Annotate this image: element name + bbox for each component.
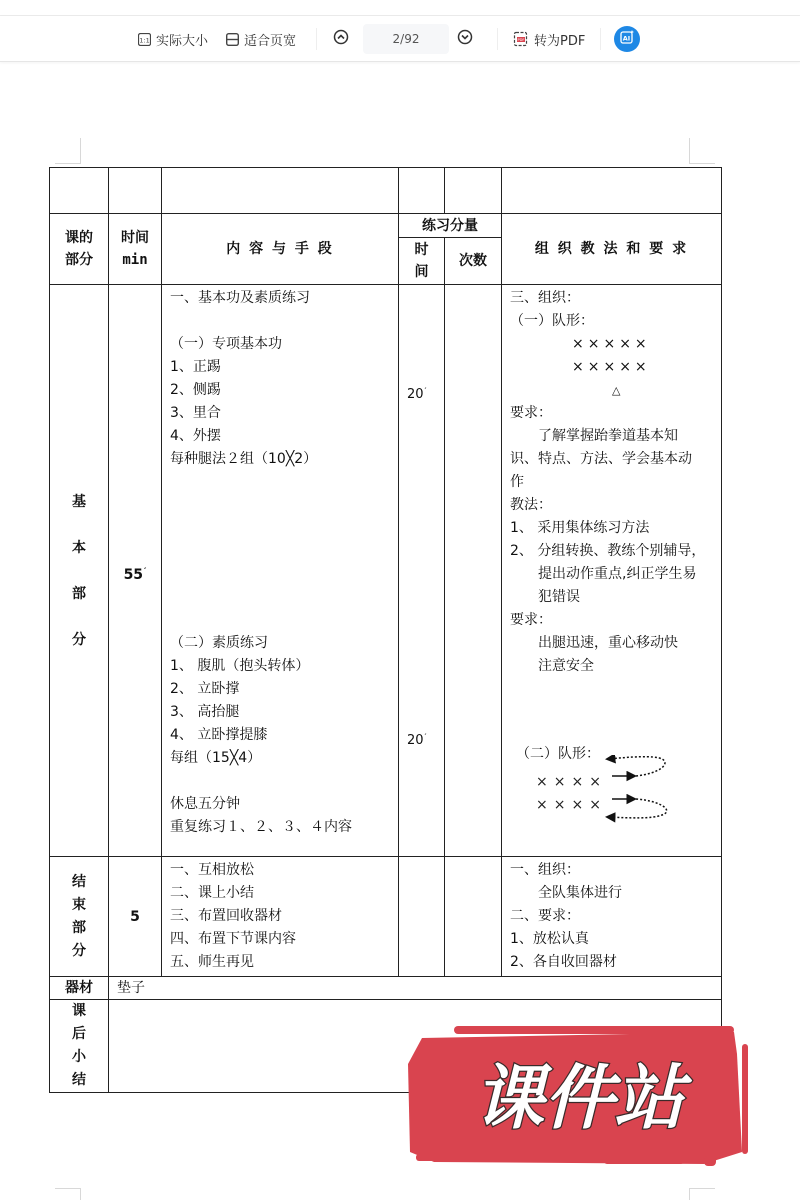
- rotation-arrows-diagram: [600, 755, 680, 827]
- ai-icon: [619, 29, 635, 49]
- header-part: 课的 部分: [50, 214, 109, 285]
- text-line: 2、各自收回器材: [510, 954, 617, 970]
- svg-text:1:1: 1:1: [138, 36, 150, 44]
- watermark-stamp: [404, 1024, 749, 1174]
- header-load-time: 时 间: [399, 238, 445, 285]
- ai-assistant-button[interactable]: [614, 26, 640, 52]
- text-line: （一）专项基本功: [170, 336, 282, 352]
- formation-2-label: （二）队形：: [516, 746, 600, 762]
- summary-label: 课 后 小 结: [50, 1000, 109, 1093]
- text-line: 犯错误: [510, 589, 580, 605]
- page-corner-mark: [55, 1188, 81, 1200]
- text-line: 每组（15╳4）: [170, 750, 262, 766]
- text-line: 出腿迅速，重心移动快: [510, 635, 678, 651]
- svg-text:AI: AI: [622, 34, 631, 43]
- text-line: 一、组织：: [510, 862, 580, 878]
- basic-load-count: [445, 285, 502, 857]
- text-line: 了解掌握跆拳道基本知: [510, 428, 678, 444]
- convert-pdf-label: 转为PDF: [534, 33, 586, 49]
- basic-load-time: [399, 285, 445, 857]
- header-content: 内 容 与 手 段: [162, 214, 399, 285]
- ending-part-label: 结 束 部 分: [50, 857, 109, 977]
- text-line: 注意安全: [510, 658, 594, 674]
- text-line: 识、特点、方法、学会基本动: [510, 451, 692, 467]
- text-line: 2、 分组转换、教练个别辅导，: [510, 543, 706, 559]
- page-number-input[interactable]: [363, 24, 449, 54]
- prev-page-button[interactable]: [333, 16, 349, 62]
- text-line: 提出动作重点,纠正学生易: [510, 566, 697, 582]
- fit-width-label: 适合页宽: [244, 33, 297, 49]
- ending-load-count: [445, 857, 502, 977]
- basic-method: [502, 285, 722, 857]
- text-line: 重复练习１、２、３、４内容: [170, 819, 352, 835]
- text-line: 教法：: [510, 497, 552, 513]
- coach-marker: △: [612, 384, 621, 397]
- text-line: 每种腿法２组（10╳2）: [170, 451, 318, 467]
- viewer-toolbar: [0, 16, 800, 62]
- text-line: 三、组织：: [510, 290, 580, 306]
- svg-text:PDF: PDF: [517, 38, 525, 42]
- text-line: 作: [510, 474, 524, 490]
- text-line: [170, 517, 390, 540]
- text-line: [170, 310, 390, 333]
- text-line: 要求：: [510, 612, 552, 628]
- load-time-value: 20′: [407, 733, 427, 748]
- watermark-text: 课件站: [474, 1057, 684, 1139]
- text-line: 1、 腹肌（抱头转体）: [170, 658, 310, 674]
- header-load: 练习分量: [399, 214, 502, 238]
- text-line: [170, 471, 390, 494]
- header-row: [50, 214, 722, 238]
- formation-row: ×××××: [572, 336, 651, 352]
- basic-time: 55′: [109, 285, 162, 857]
- ending-time: 5: [109, 857, 162, 977]
- ending-section-row: [50, 857, 722, 977]
- lesson-plan-table: [49, 167, 722, 1093]
- text-line: 五、师生再见: [170, 954, 254, 970]
- next-page-button[interactable]: [457, 16, 473, 62]
- fit-width-button[interactable]: [225, 16, 296, 62]
- header-load-count: 次数: [445, 238, 502, 285]
- equipment-row: [50, 977, 722, 1000]
- page-corner-mark: [689, 138, 715, 164]
- ending-load-time: [399, 857, 445, 977]
- actual-size-label: 实际大小: [156, 33, 209, 49]
- page-indicator: 2/92: [392, 32, 420, 46]
- page-corner-mark: [689, 1188, 715, 1200]
- text-line: [170, 609, 390, 632]
- basic-part-label: 基 本 部 分: [50, 285, 109, 857]
- header-time: 时间 min: [109, 214, 162, 285]
- text-line: [170, 563, 390, 586]
- basic-content: [162, 285, 399, 857]
- text-line: 4、外摆: [170, 428, 221, 444]
- pdf-file-icon: [513, 31, 529, 47]
- text-line: [170, 770, 390, 793]
- actual-size-icon: [137, 32, 151, 46]
- text-line: 全队集体进行: [510, 885, 622, 901]
- formation-2-rows: ×××× ××××: [536, 774, 607, 813]
- text-line: [170, 494, 390, 517]
- toolbar-divider: [316, 28, 317, 50]
- text-line: 1、正踢: [170, 359, 221, 375]
- fit-width-icon: [225, 32, 239, 46]
- load-time-value: 20′: [407, 387, 427, 402]
- window-top-strip: [0, 0, 800, 16]
- equipment-label: 器材: [50, 977, 109, 1000]
- formation-row: ×××××: [572, 359, 651, 375]
- page-corner-mark: [55, 138, 81, 164]
- basic-section-row: [50, 285, 722, 857]
- text-line: 2、侧踢: [170, 382, 221, 398]
- ending-content: [162, 857, 399, 977]
- text-line: [170, 586, 390, 609]
- toolbar-divider: [497, 28, 498, 50]
- dotted-return-arrow: [608, 757, 665, 776]
- text-line: 一、基本功及素质练习: [170, 290, 310, 306]
- chevron-up-circle-icon: [333, 29, 349, 49]
- text-line: 二、课上小结: [170, 885, 254, 901]
- text-line: 二、要求：: [510, 908, 580, 924]
- text-line: 2、 立卧撑: [170, 681, 240, 697]
- convert-pdf-button[interactable]: [513, 16, 585, 62]
- actual-size-button[interactable]: [137, 16, 208, 62]
- dotted-return-arrow: [608, 799, 667, 818]
- chevron-down-circle-icon: [457, 29, 473, 49]
- header-method: 组 织 教 法 和 要 求: [502, 214, 722, 285]
- text-line: 4、 立卧撑提膝: [170, 727, 268, 743]
- toolbar-divider: [600, 28, 601, 50]
- equipment-value: 垫子: [109, 977, 722, 1000]
- text-line: 一、互相放松: [170, 862, 254, 878]
- ending-method: [502, 857, 722, 977]
- text-line: （一）队形：: [510, 313, 594, 329]
- text-line: 四、布置下节课内容: [170, 931, 296, 947]
- text-line: 三、布置回收器材: [170, 908, 282, 924]
- text-line: 1、 采用集体练习方法: [510, 520, 650, 536]
- text-line: [170, 540, 390, 563]
- text-line: 要求：: [510, 405, 552, 421]
- text-line: 1、放松认真: [510, 931, 589, 947]
- text-line: 3、 高抬腿: [170, 704, 240, 720]
- text-line: 休息五分钟: [170, 796, 240, 812]
- text-line: （二）素质练习: [170, 635, 268, 651]
- blank-top-row: [50, 168, 722, 214]
- text-line: 3、里合: [170, 405, 221, 421]
